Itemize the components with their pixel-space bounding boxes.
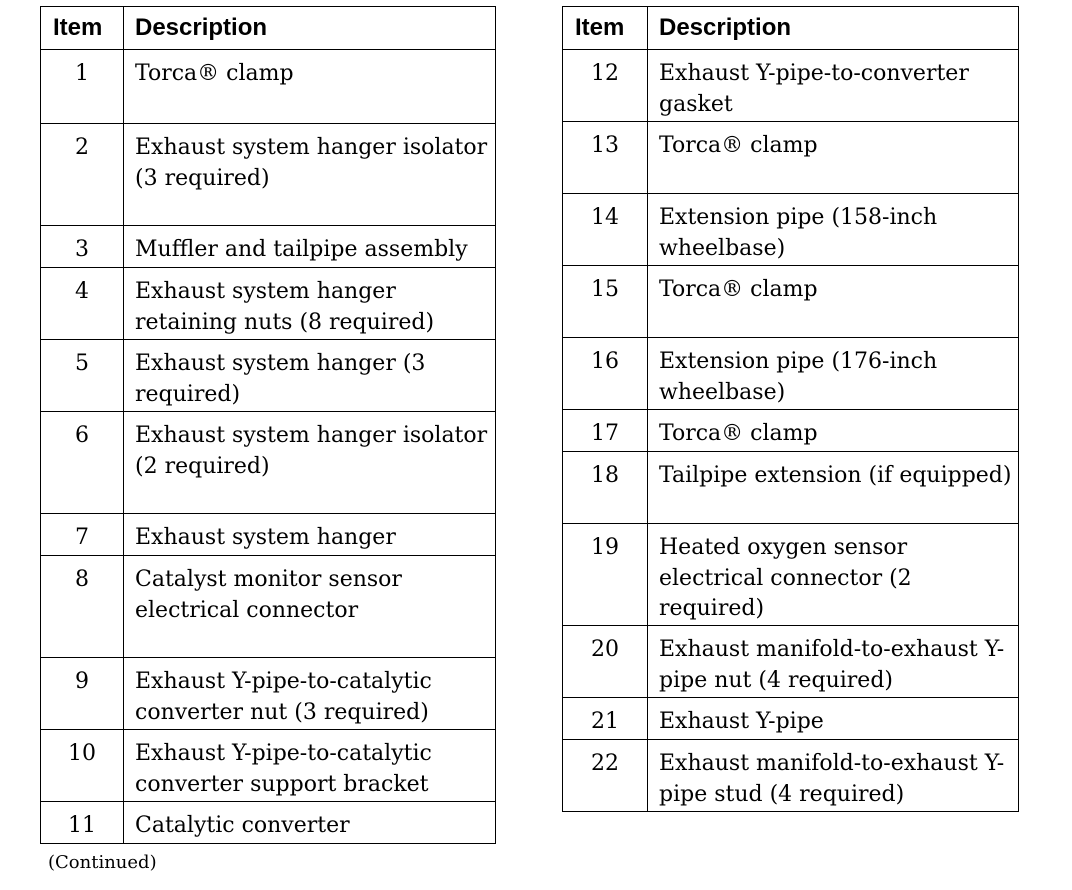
item-description: Torca® clamp bbox=[648, 266, 1019, 338]
item-number: 16 bbox=[563, 338, 648, 410]
item-number: 4 bbox=[41, 268, 124, 340]
table-row bbox=[563, 452, 1019, 524]
table-row bbox=[41, 226, 496, 268]
item-number: 13 bbox=[563, 122, 648, 194]
parts-table-left bbox=[40, 6, 496, 844]
description-column-header: Description bbox=[648, 7, 1019, 50]
table-row bbox=[41, 730, 496, 802]
item-number: 19 bbox=[563, 524, 648, 626]
item-number: 3 bbox=[41, 226, 124, 268]
item-description: Extension pipe (176-inch wheelbase) bbox=[648, 338, 1019, 410]
item-description: Exhaust system hanger (3 required) bbox=[124, 340, 496, 412]
table-row bbox=[563, 698, 1019, 740]
item-description: Catalyst monitor sensor electrical connector bbox=[124, 556, 496, 658]
item-description: Torca® clamp bbox=[648, 410, 1019, 452]
item-number: 6 bbox=[41, 412, 124, 514]
item-number: 12 bbox=[563, 50, 648, 122]
item-number: 18 bbox=[563, 452, 648, 524]
description-column-header: Description bbox=[124, 7, 496, 50]
item-number: 7 bbox=[41, 514, 124, 556]
table-row bbox=[563, 410, 1019, 452]
item-number: 9 bbox=[41, 658, 124, 730]
table-row bbox=[41, 124, 496, 226]
item-number: 17 bbox=[563, 410, 648, 452]
item-number: 5 bbox=[41, 340, 124, 412]
parts-table-right bbox=[562, 6, 1019, 812]
item-number: 15 bbox=[563, 266, 648, 338]
item-description: Exhaust Y-pipe-to-catalytic converter nut (3 required) bbox=[124, 658, 496, 730]
table-row bbox=[41, 556, 496, 658]
table-row bbox=[563, 266, 1019, 338]
table-row bbox=[41, 514, 496, 556]
item-description: Exhaust manifold-to-exhaust Y-pipe nut (4 required) bbox=[648, 626, 1019, 698]
table-row bbox=[41, 340, 496, 412]
item-description: Exhaust Y-pipe-to-converter gasket bbox=[648, 50, 1019, 122]
table-row bbox=[563, 338, 1019, 410]
item-description: Exhaust system hanger bbox=[124, 514, 496, 556]
item-description: Extension pipe (158-inch wheelbase) bbox=[648, 194, 1019, 266]
item-description: Torca® clamp bbox=[124, 50, 496, 124]
item-number: 11 bbox=[41, 802, 124, 844]
item-description: Exhaust system hanger retaining nuts (8 required) bbox=[124, 268, 496, 340]
item-description: Heated oxygen sensor electrical connector (2 required) bbox=[648, 524, 1019, 626]
item-number: 21 bbox=[563, 698, 648, 740]
item-description: Exhaust system hanger isolator (3 required) bbox=[124, 124, 496, 226]
item-column-header: Item bbox=[563, 7, 648, 50]
header-row bbox=[563, 7, 1019, 50]
item-description: Exhaust Y-pipe bbox=[648, 698, 1019, 740]
table-row bbox=[41, 802, 496, 844]
table-row bbox=[41, 412, 496, 514]
item-description: Tailpipe extension (if equipped) bbox=[648, 452, 1019, 524]
continued-note: (Continued) bbox=[48, 852, 157, 873]
table-row bbox=[563, 740, 1019, 812]
table-row bbox=[41, 658, 496, 730]
table-row bbox=[41, 50, 496, 124]
item-description: Exhaust system hanger isolator (2 required) bbox=[124, 412, 496, 514]
item-number: 1 bbox=[41, 50, 124, 124]
item-description: Exhaust Y-pipe-to-catalytic converter support bracket bbox=[124, 730, 496, 802]
item-description: Muffler and tailpipe assembly bbox=[124, 226, 496, 268]
table-row bbox=[563, 122, 1019, 194]
item-description: Exhaust manifold-to-exhaust Y-pipe stud (4 required) bbox=[648, 740, 1019, 812]
item-number: 20 bbox=[563, 626, 648, 698]
item-number: 8 bbox=[41, 556, 124, 658]
item-description: Catalytic converter bbox=[124, 802, 496, 844]
table-row bbox=[563, 626, 1019, 698]
table-row bbox=[563, 50, 1019, 122]
header-row bbox=[41, 7, 496, 50]
table-row bbox=[41, 268, 496, 340]
item-number: 14 bbox=[563, 194, 648, 266]
item-number: 2 bbox=[41, 124, 124, 226]
table-row bbox=[563, 524, 1019, 626]
item-description: Torca® clamp bbox=[648, 122, 1019, 194]
item-number: 10 bbox=[41, 730, 124, 802]
item-number: 22 bbox=[563, 740, 648, 812]
item-column-header: Item bbox=[41, 7, 124, 50]
table-row bbox=[563, 194, 1019, 266]
